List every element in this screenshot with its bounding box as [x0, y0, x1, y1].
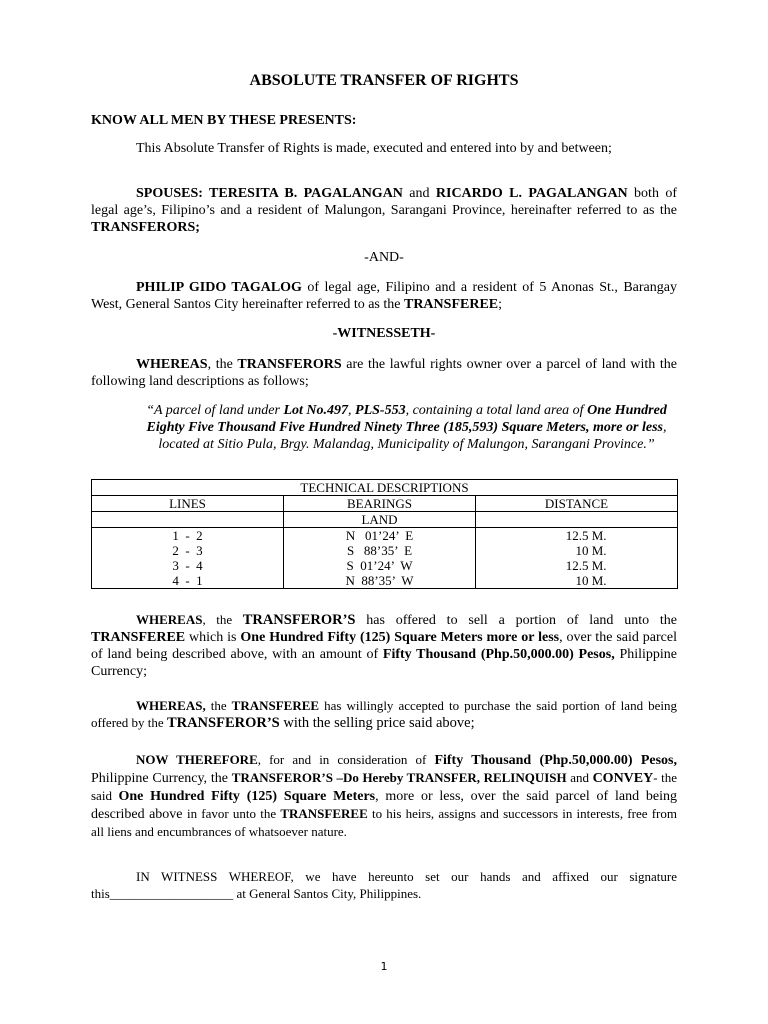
- cell-bearing: N 01’24’ E: [284, 528, 476, 544]
- now-text-f: in favor unto the: [186, 806, 281, 821]
- whereas2-text-d: , over the said parcel of land being described above, with an amount of: [91, 630, 677, 662]
- quote-lot-number: Lot No.497: [283, 403, 349, 418]
- whereas1-text-b: are the lawful rights owner over a parcel of land with the following land descriptions as follows;: [91, 357, 677, 389]
- header-lines: LINES: [92, 496, 284, 512]
- now-therefore-paragraph: [91, 751, 677, 841]
- technical-descriptions-table: [91, 479, 678, 589]
- cell-distance: 10 M.: [575, 573, 607, 588]
- page-number: 1: [380, 960, 388, 973]
- whereas-paragraph-3: [91, 697, 677, 732]
- whereas2-area: One Hundred Fifty (125) Square Meters more or less: [240, 630, 560, 645]
- now-text-d: - the said: [91, 770, 678, 803]
- witnesseth-heading: -WITNESSETH-: [332, 326, 436, 341]
- whereas2-text-a: , the: [202, 612, 243, 627]
- whereas3-transferors: TRANSFEROR’S: [166, 715, 280, 731]
- transferee-end: ;: [498, 297, 503, 312]
- land-description-quote: [136, 402, 677, 453]
- transferee-paragraph: [91, 279, 677, 313]
- witness-paragraph: IN WITNESS WHEREOF, we have hereunto set our hands and affixed our signature this___________________ at General Santos City, Philippines.: [91, 869, 677, 901]
- transferor-second-name: RICARDO L. PAGALANGAN: [435, 186, 628, 201]
- transferors-role: TRANSFERORS;: [91, 220, 200, 235]
- and-word: and: [402, 186, 436, 201]
- header-bearings: BEARINGS: [284, 496, 476, 512]
- whereas1-text-a: , the: [207, 357, 238, 372]
- whereas2-amount: Fifty Thousand (Php.50,000.00) Pesos,: [382, 647, 615, 662]
- whereas3-text-a: the: [205, 698, 232, 713]
- now-convey: CONVEY: [592, 771, 654, 786]
- now-transferee: TRANSFEREE: [280, 806, 368, 821]
- cell-bearing: S 01’24’ W: [284, 558, 476, 573]
- transferee-role: TRANSFEREE: [403, 297, 499, 312]
- now-amount: Fifty Thousand (Php.50,000.00) Pesos,: [434, 753, 678, 768]
- transferee-description: of legal age, Filipino and a resident of 5 Anonas St., Barangay West, General Santos City hereinafter referred to as the: [91, 280, 677, 312]
- whereas3-text-b: has willingly accepted to purchase the said portion of land being offered by the: [91, 698, 677, 730]
- now-therefore-word: NOW THEREFORE: [136, 752, 258, 767]
- know-all-men-heading: KNOW ALL MEN BY THESE PRESENTS:: [91, 113, 357, 128]
- now-text-e: , more or less, over the said parcel of land being described above: [91, 789, 677, 822]
- whereas2-text-b: has offered to sell a portion of land unto the: [355, 613, 677, 628]
- whereas-word: WHEREAS,: [136, 698, 206, 713]
- whereas-paragraph-1: [91, 356, 677, 390]
- whereas2-text-c: which is: [185, 630, 241, 645]
- now-text-a: , for and in consideration of: [257, 752, 435, 767]
- transferors-paragraph: [91, 185, 677, 236]
- cell-distance: 10 M.: [575, 543, 607, 558]
- quote-area: One Hundred Eighty Five Thousand Five Hundred Ninety Three (185,593) Square Meters, more or less: [146, 403, 667, 435]
- table-row: [92, 543, 678, 558]
- whereas3-text-c: with the selling price said above;: [279, 715, 475, 731]
- cell-bearing: S 88’35’ E: [284, 543, 476, 558]
- and-separator: -AND-: [364, 250, 404, 265]
- now-transfer-clause: TRANSFEROR’S –Do Hereby TRANSFER, RELINQUISH: [231, 770, 567, 785]
- whereas3-transferee: TRANSFEREE: [231, 698, 320, 713]
- quote-pls-number: PLS-553: [355, 403, 406, 418]
- cell-bearing: N 88’35’ W: [284, 573, 476, 589]
- table-row: [92, 528, 678, 544]
- whereas-paragraph-2: [91, 611, 677, 680]
- cell-line: 3 - 4: [92, 558, 284, 573]
- cell-distance: 12.5 M.: [565, 558, 607, 573]
- table-row: [92, 573, 678, 589]
- table-row: [92, 558, 678, 573]
- whereas2-transferors: TRANSFEROR’S: [242, 612, 356, 628]
- whereas2-text-e: Philippine Currency;: [91, 647, 678, 679]
- quote-text-3: , located at Sitio Pula, Brgy. Malandag, Municipality of Malungon, Sarangani Province.”: [158, 420, 667, 452]
- cell-distance: 12.5 M.: [565, 528, 607, 543]
- section-land: LAND: [284, 512, 476, 528]
- whereas2-transferee: TRANSFEREE: [91, 630, 186, 645]
- quote-text-1: “A parcel of land under: [146, 403, 284, 418]
- now-text-b: Philippine Currency, the: [91, 771, 232, 786]
- whereas-word: WHEREAS: [136, 357, 208, 372]
- document-title: ABSOLUTE TRANSFER OF RIGHTS: [249, 72, 519, 89]
- transferee-name: PHILIP GIDO TAGALOG: [136, 280, 302, 295]
- header-distance: DISTANCE: [476, 496, 678, 512]
- cell-line: 4 - 1: [92, 573, 284, 589]
- table-caption: TECHNICAL DESCRIPTIONS: [92, 480, 678, 496]
- now-text-c: and: [566, 770, 593, 785]
- cell-line: 2 - 3: [92, 543, 284, 558]
- intro-paragraph: This Absolute Transfer of Rights is made, executed and entered into by and between;: [136, 141, 612, 156]
- transferors-label: SPOUSES: TERESITA B. PAGALANGAN: [136, 186, 403, 201]
- quote-comma: ,: [348, 403, 356, 418]
- now-text-g: to his heirs, assigns and successors in interests, free from all liens and encumbrances of whatsoever nature.: [91, 806, 677, 839]
- whereas1-transferors: TRANSFERORS: [237, 357, 342, 372]
- quote-text-2: , containing a total land area of: [405, 403, 588, 418]
- whereas-word: WHEREAS: [136, 612, 203, 627]
- transferors-description: both of legal age’s, Filipino’s and a resident of Malungon, Sarangani Province, hereinafter referred to as the: [91, 186, 677, 218]
- cell-line: 1 - 2: [92, 528, 284, 544]
- now-area: One Hundred Fifty (125) Square Meters: [118, 789, 376, 804]
